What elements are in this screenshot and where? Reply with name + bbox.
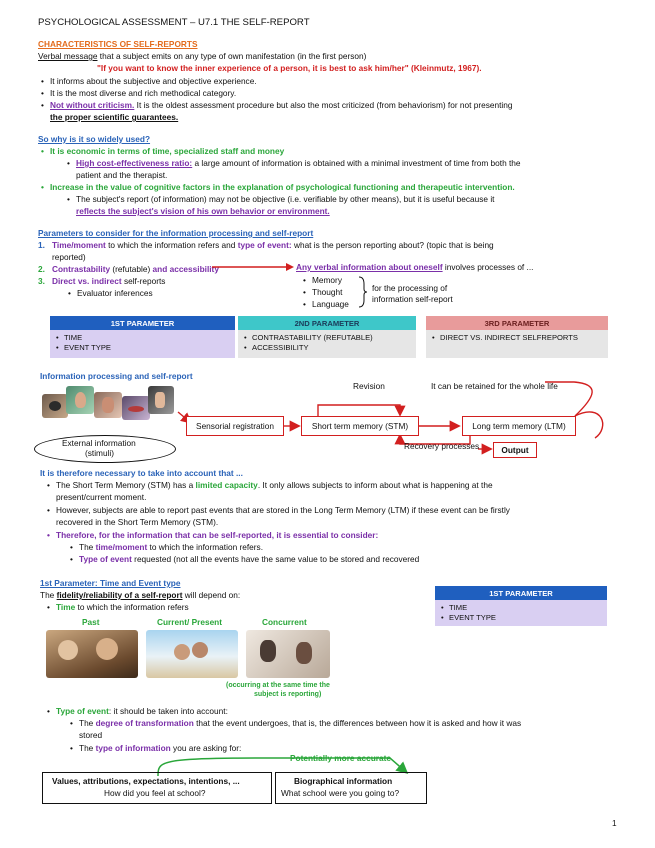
fidelity-a: The — [40, 590, 57, 600]
sub2-rest: requested (not all the events have the same value to be stored and recovered — [131, 554, 420, 564]
sub1-a: The — [79, 542, 96, 552]
arrow-to-verbal-info — [210, 260, 296, 274]
quote: "If you want to know the inner experience of a person, it is best to ask him/her" (Kleinmutz, 1967). — [97, 63, 482, 73]
therefore-bullet-1 — [56, 480, 493, 491]
section-heading-characteristics: CHARACTERISTICS OF SELF-REPORTS — [38, 39, 198, 49]
cost-label: High cost-effectiveness ratio: — [76, 158, 193, 168]
param-table-2-body — [238, 330, 416, 358]
fidelity-c: will depend on: — [182, 590, 241, 600]
info-type-b: type of information — [95, 743, 171, 753]
stm-a: The Short Term Memory (STM) has a — [56, 480, 196, 490]
char-bullet-2: • It is the most diverse and rich methodical category. — [50, 88, 236, 99]
why-bullet-1: • It is economic in terms of time, specialized staff and money — [50, 146, 284, 157]
stm-box: Short term memory (STM) — [301, 416, 419, 436]
concurrent-image — [246, 630, 330, 678]
section-heading-parameters: Parameters to consider for the information processing and self-report — [38, 228, 314, 238]
param-2-line — [52, 264, 219, 275]
param-1-num: 1. — [38, 240, 45, 250]
side-param-item: • EVENT TYPE — [449, 613, 607, 623]
values-title: Values, attributions, expectations, intentions, ... — [52, 776, 240, 786]
retained-label: It can be retained for the whole life — [431, 381, 558, 391]
therefore-heading: It is therefore necessary to take into account that ... — [40, 468, 243, 478]
param-2-a: Contrastability — [52, 264, 111, 274]
therefore-bullet-2-line2: recovered in the Short Term Memory (STM). — [56, 517, 219, 527]
param-1-line — [52, 240, 494, 251]
accuracy-label: Potentially more accurate — [290, 753, 391, 763]
section-heading-why: So why is it so widely used? — [38, 134, 151, 144]
why-sub-1-line2: patient and the therapist. — [76, 170, 168, 180]
therefore-bullet-3: • Therefore, for the information that can be self-reported, it is essential to consider: — [56, 530, 378, 541]
transformation-line2: stored — [79, 730, 103, 740]
first-param-heading: 1st Parameter: Time and Event type — [40, 578, 181, 588]
process-memory: • Memory — [312, 275, 342, 286]
revision-label: Revision — [353, 381, 385, 391]
sub2-type: Type of event — [79, 554, 132, 564]
time-rest: to which the information refers — [75, 602, 189, 612]
verbal-info-label: Any verbal information about oneself — [296, 262, 443, 272]
param-1-rest: what is the person reporting about? (topic that is being — [291, 240, 494, 250]
page-title: PSYCHOLOGICAL ASSESSMENT – U7.1 THE SELF-REPORT — [38, 17, 310, 28]
why-sub-2: • The subject's report (of information) may not be objective (i.e. verifiable by other means), but it is useful because it — [76, 194, 494, 205]
why-bullet-2: • Increase in the value of cognitive factors in the explanation of psychological functioning and therapeutic intervention. — [50, 182, 515, 193]
param-table-1-item: • EVENT TYPE — [64, 343, 235, 353]
criticism-rest: It is the oldest assessment procedure but also the most criticized (from behaviorism) for not presenting — [134, 100, 513, 110]
limited-capacity: limited capacity — [195, 480, 258, 490]
side-param-item: • TIME — [449, 603, 607, 613]
param-1-line2: reported) — [52, 252, 86, 262]
why-sub-2-line2: reflects the subject's vision of his own behavior or environment. — [76, 206, 330, 216]
param-table-3-head: 3RD PARAMETER — [426, 316, 608, 330]
diagram-heading: Information processing and self-report — [40, 371, 193, 381]
recovery-label: Recovery processes — [404, 441, 480, 451]
char-bullet-1: • It informs about the subjective and objective experience. — [50, 76, 257, 87]
output-box: Output — [493, 442, 537, 458]
concurrent-note-1: (occurring at the same time the — [226, 682, 330, 689]
intro-label: Verbal message — [38, 51, 98, 61]
param-1-mid: to which the information refers and — [105, 240, 238, 250]
present-label: Current/ Present — [157, 617, 223, 627]
char-bullet-3 — [50, 100, 513, 111]
param-2-num: 2. — [38, 264, 45, 274]
transform-c: that the event undergoes, that is, the differences between how it is asked and how it was — [193, 718, 522, 728]
param-3-sub: • Evaluator inferences — [77, 288, 153, 299]
therefore-bullet-1-line2: present/current moment. — [56, 492, 147, 502]
fidelity-b: fidelity/reliability of a self-report — [56, 590, 183, 600]
intro-line — [38, 51, 366, 62]
sub1-time: time/moment — [95, 542, 148, 552]
info-type-a: The — [79, 743, 96, 753]
param-table-1-item: • TIME — [64, 333, 235, 343]
param-2-c: and accessibility — [152, 264, 219, 274]
verbal-info-line — [296, 262, 533, 273]
values-question: How did you feel at school? — [104, 788, 206, 798]
why-sub-1 — [76, 158, 521, 169]
time-bullet — [56, 602, 189, 613]
param-table-3-item: • DIRECT VS. INDIRECT SELFREPORTS — [440, 333, 608, 343]
past-label: Past — [82, 617, 100, 627]
param-3-b: self-reports — [121, 276, 166, 286]
param-table-1-body — [50, 330, 235, 358]
page-number: 1 — [612, 818, 617, 828]
fidelity-line — [40, 590, 240, 601]
side-param-body — [435, 600, 607, 626]
time-label: Time — [56, 602, 76, 612]
transformation-bullet — [79, 718, 521, 729]
present-image — [146, 630, 238, 678]
type-rest: : it should be taken into account: — [108, 706, 228, 716]
stm-c: . It only allows subjects to inform about what is happening at the — [257, 480, 493, 490]
past-image — [46, 630, 138, 678]
cost-rest: a large amount of information is obtained with a minimal investment of time from both the — [192, 158, 521, 168]
process-brace-icon — [358, 276, 368, 308]
param-3-line — [52, 276, 165, 287]
verbal-info-rest: involves processes of ... — [442, 262, 534, 272]
type-label: Type of event — [56, 706, 109, 716]
external-info-1: External information — [62, 438, 136, 448]
processes-note-2: information self-report — [372, 294, 453, 304]
process-language: • Language — [312, 299, 349, 310]
processes-note-1: for the processing of — [372, 283, 448, 293]
param-table-2-item: • CONTRASTABILITY (REFUTABLE) — [252, 333, 416, 343]
therefore-bullet-2: • However, subjects are able to report past events that are stored in the Long Term Memory (LTM) if these event can be firstly — [56, 505, 510, 516]
param-table-1-head: 1ST PARAMETER — [50, 316, 235, 330]
sensorial-registration-box: Sensorial registration — [186, 416, 284, 436]
param-2-b: (refutable) — [110, 264, 153, 274]
ltm-box: Long term memory (LTM) — [462, 416, 576, 436]
param-1-time: Time/moment — [52, 240, 106, 250]
external-info-2: (stimuli) — [85, 448, 115, 458]
biographical-title: Biographical information — [294, 776, 393, 786]
param-3-a: Direct vs. indirect — [52, 276, 122, 286]
param-table-2-item: • ACCESSIBILITY — [252, 343, 416, 353]
sub1-c: to which the information refers. — [147, 542, 263, 552]
transform-a: The — [79, 718, 96, 728]
biographical-question: What school were you going to? — [281, 788, 400, 798]
param-3-num: 3. — [38, 276, 45, 286]
concurrent-label: Concurrent — [262, 617, 307, 627]
criticism-label: Not without criticism. — [50, 100, 135, 110]
concurrent-note-2: subject is reporting) — [254, 691, 322, 698]
process-thought: • Thought — [312, 287, 342, 298]
type-bullet — [56, 706, 228, 717]
param-1-event: type of event: — [237, 240, 292, 250]
therefore-sub-1 — [79, 542, 263, 553]
info-type-c: you are asking for: — [170, 743, 242, 753]
char-bullet-3-line2: the proper scientific guarantees. — [50, 112, 179, 122]
param-table-2-head: 2ND PARAMETER — [238, 316, 416, 330]
param-table-3-body — [426, 330, 608, 358]
therefore-sub-2 — [79, 554, 419, 565]
side-param-head: 1ST PARAMETER — [435, 586, 607, 600]
transform-b: degree of transformation — [95, 718, 194, 728]
intro-rest: that a subject emits on any type of own manifestation (in the first person) — [97, 51, 367, 61]
